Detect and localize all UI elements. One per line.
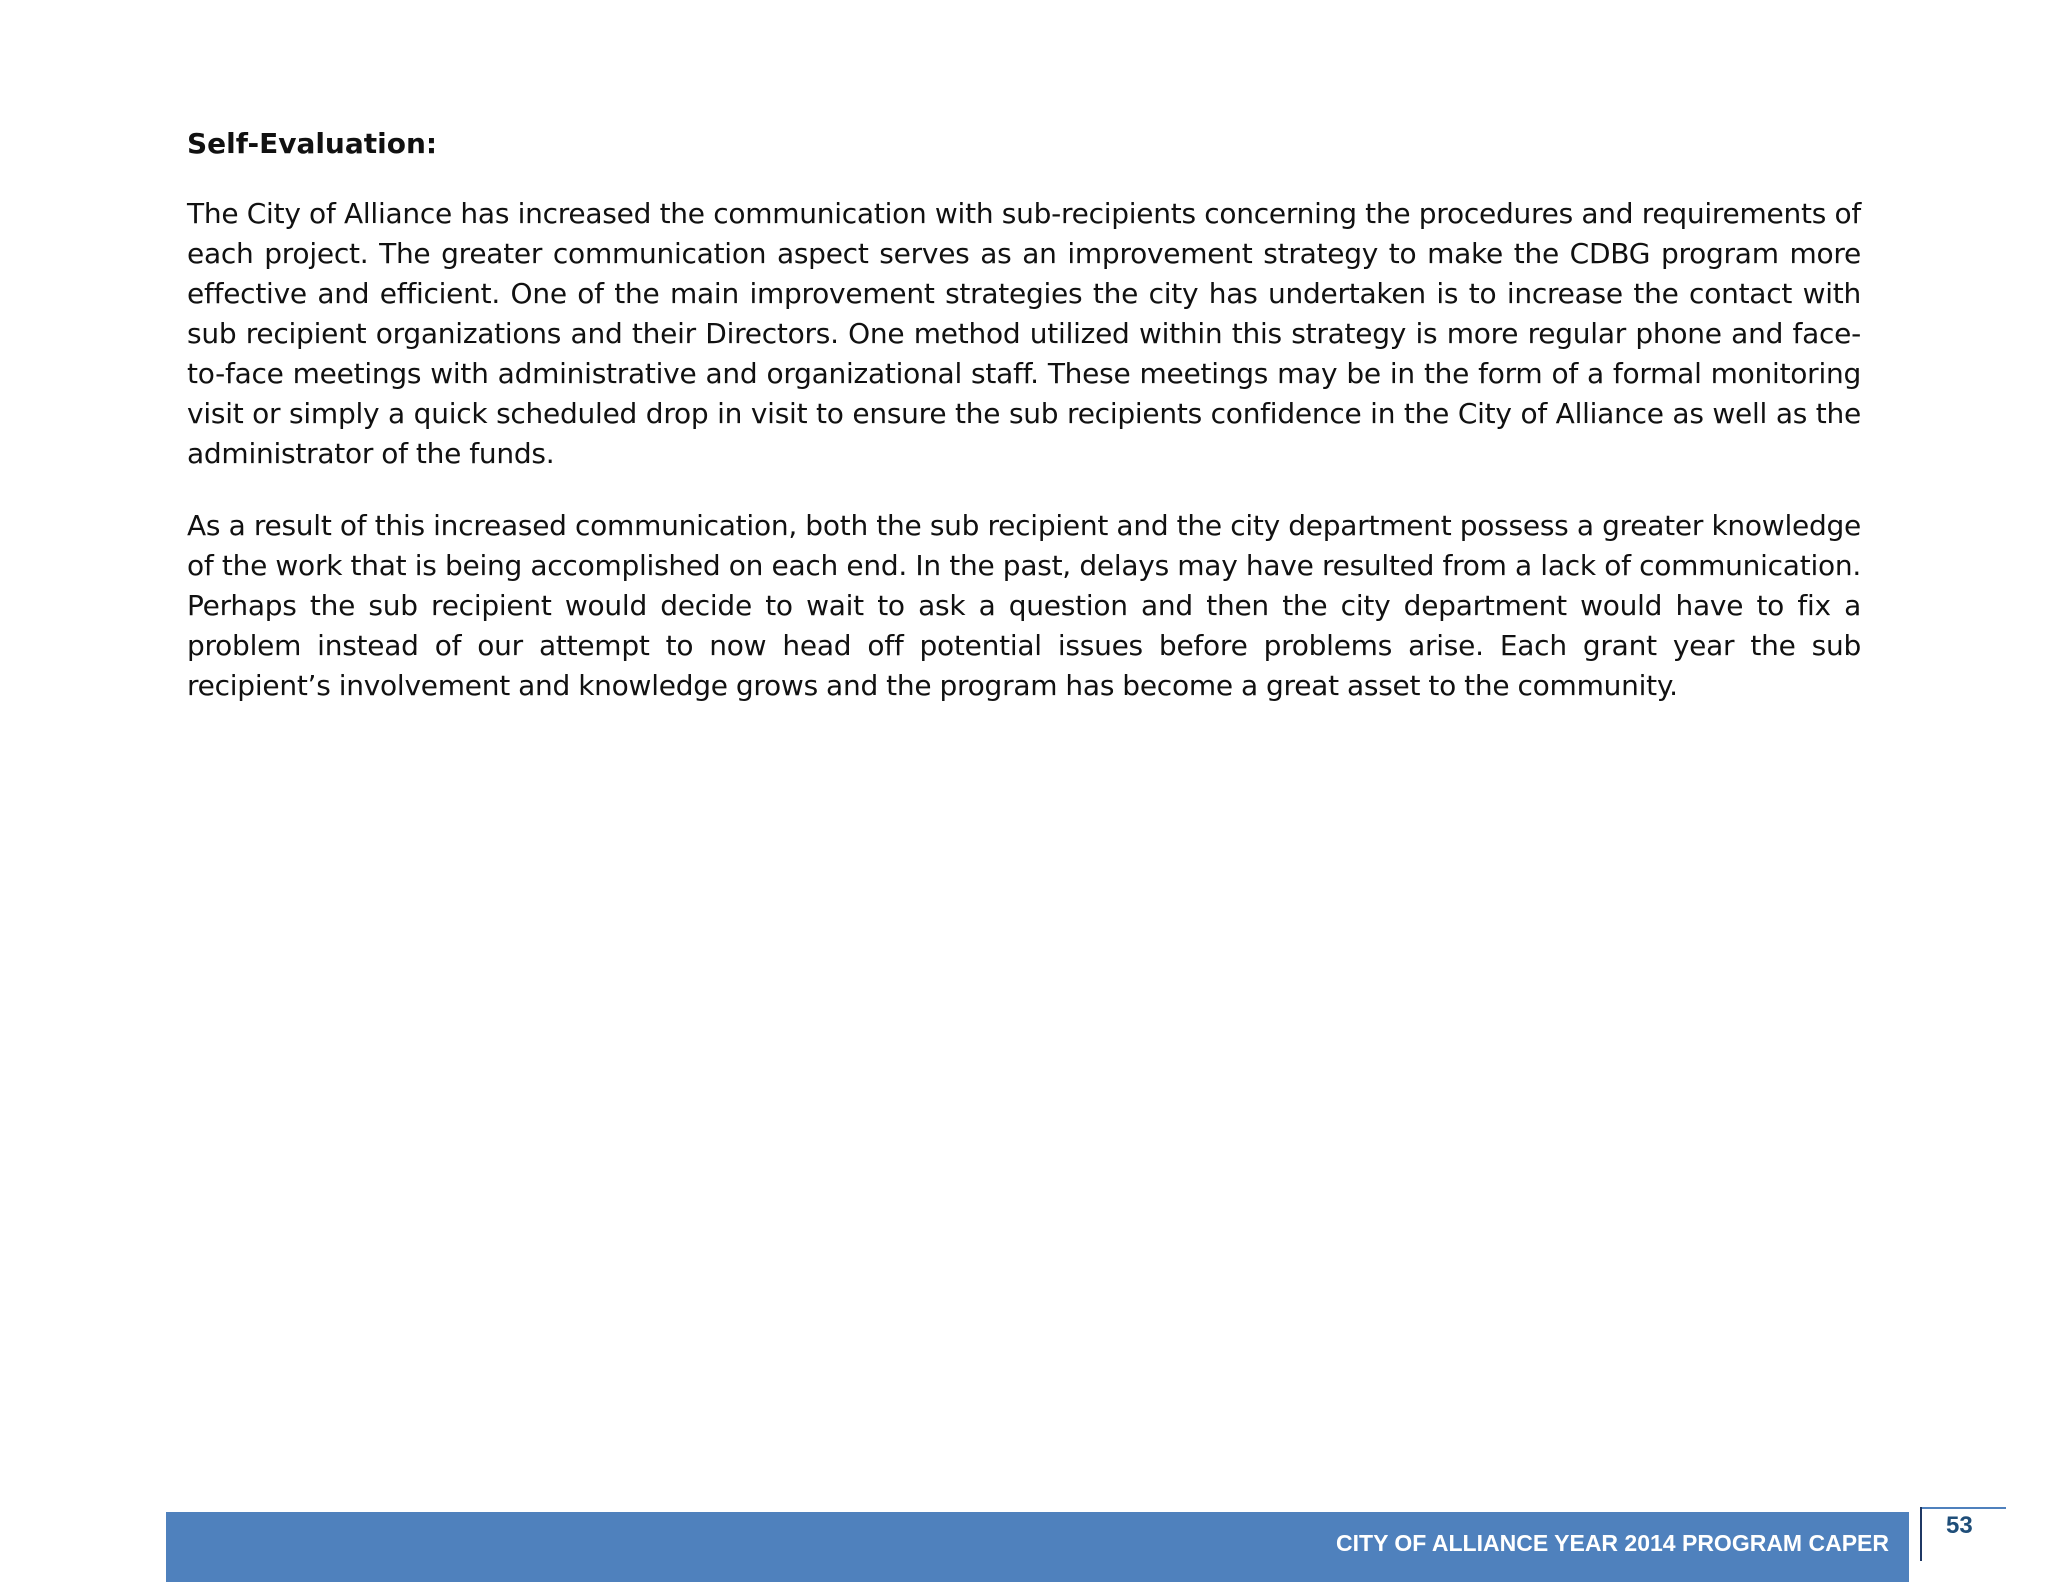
body-paragraph-2: As a result of this increased communication, both the sub recipient and the city department possess a greater knowledge of the work that is being accomplished on each end. In the past, delays may have resulted from a lack of communication. Perhaps the sub recipient would decide to wait to ask a question and then the city department would have to fix a problem instead of our attempt to now head off potential issues before problems arise. Each grant year the sub recipient’s involvement and knowledge grows and the program has become a great asset to the community.: [187, 509, 1861, 702]
page-number-rule-top: [1920, 1507, 2006, 1509]
footer-title: CITY OF ALLIANCE YEAR 2014 PROGRAM CAPER: [1336, 1530, 1889, 1556]
section-heading: Self-Evaluation:: [187, 127, 438, 160]
body-paragraph-1: The City of Alliance has increased the communication with sub-recipients concerning the procedures and requirements of each project. The greater communication aspect serves as an improvement strategy to make the CDBG program more effective and efficient. One of the main improvement strategies the city has undertaken is to increase the contact with sub recipient organizations and their Directors. One method utilized within this strategy is more regular phone and face-to-face meetings with administrative and organizational staff. These meetings may be in the form of a formal monitoring visit or simply a quick scheduled drop in visit to ensure the sub recipients confidence in the City of Alliance as well as the administrator of the funds.: [187, 197, 1861, 470]
footer-band: [166, 1512, 1909, 1582]
page-number: 53: [1946, 1512, 1973, 1539]
page-number-rule-left: [1920, 1507, 1922, 1561]
